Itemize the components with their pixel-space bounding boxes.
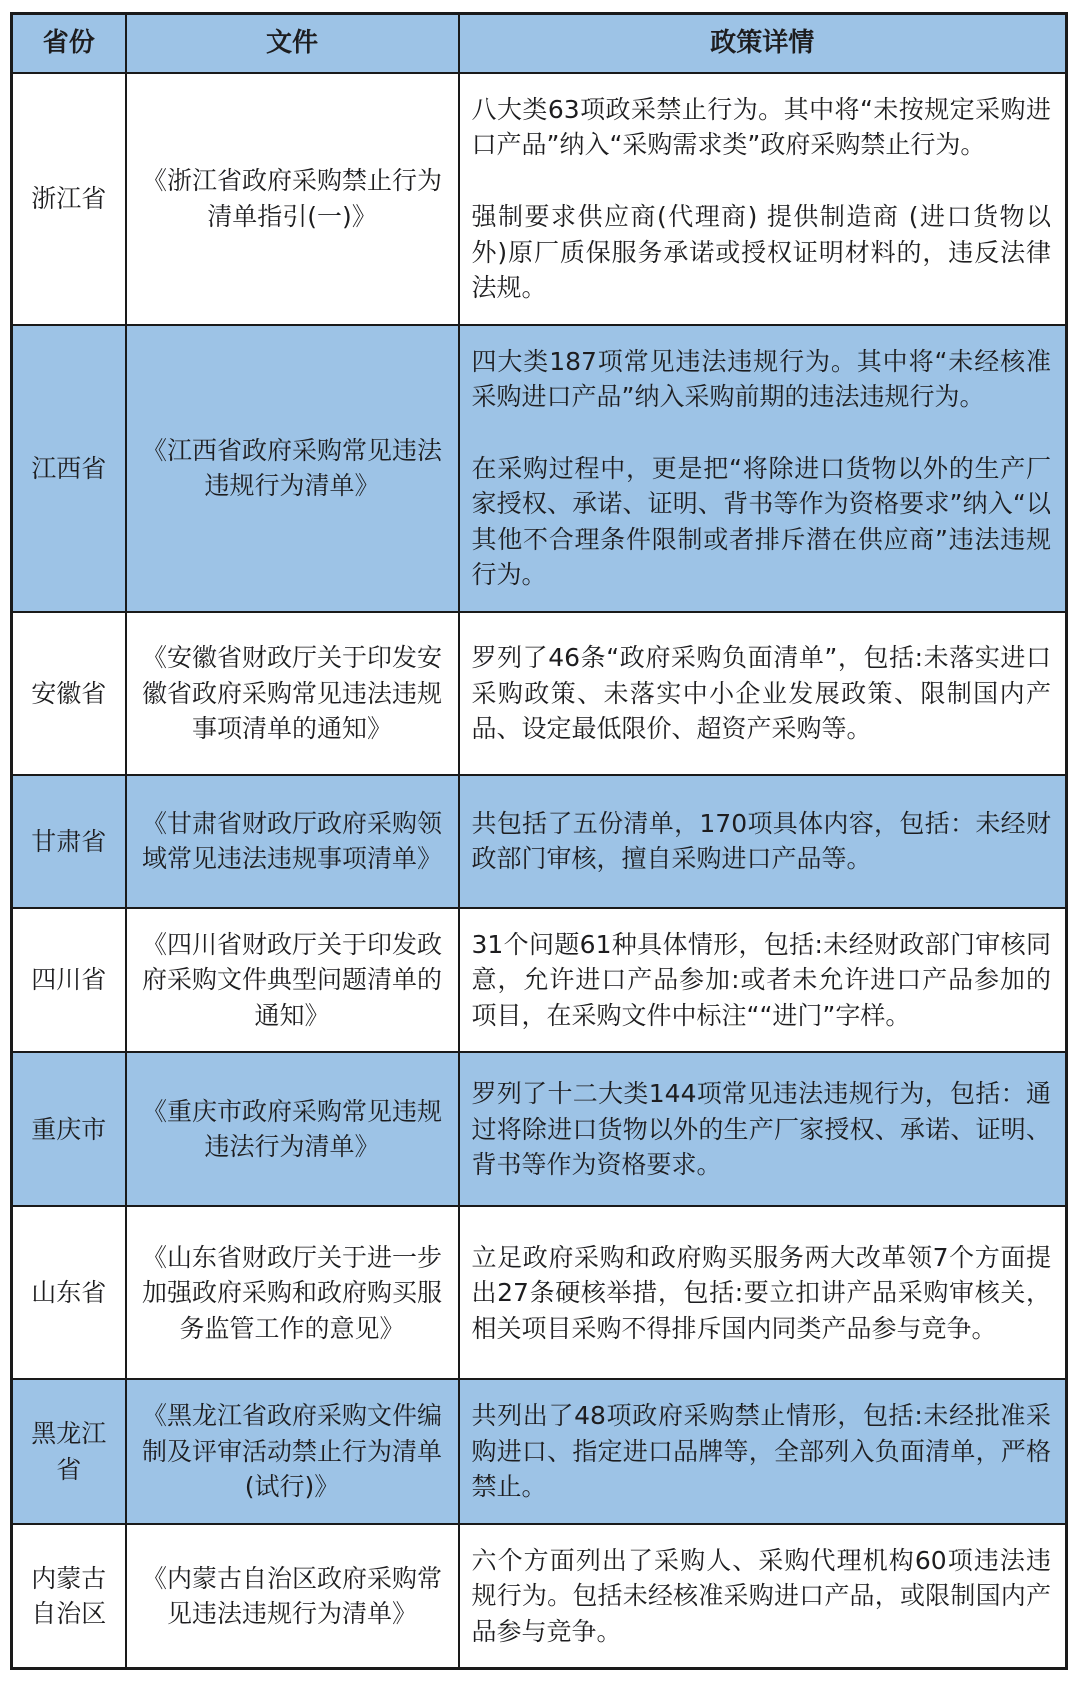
policy-details-cell — [459, 1379, 1067, 1524]
document-title-cell: 《重庆市政府采购常见违规违法行为清单》 — [126, 1052, 459, 1206]
policy-details-paragraph: 在采购过程中，更是把“将除进口货物以外的生产厂家授权、承诺、证明、背书等作为资格要求”纳入“以其他不合理条件限制或者排斥潜在供应商”违法违规行为。 — [471, 453, 1051, 590]
province-cell: 内蒙古自治区 — [12, 1524, 126, 1669]
province-cell: 浙江省 — [12, 73, 126, 325]
table-body — [12, 73, 1067, 1669]
header-row — [12, 14, 1067, 73]
document-title-cell: 《江西省政府采购常见违法违规行为清单》 — [126, 325, 459, 612]
policy-details-cell — [459, 908, 1067, 1053]
policy-details-cell — [459, 325, 1067, 612]
policy-details-paragraph: 罗列了46条“政府采购负面清单”，包括:未落实进口采购政策、未落实中小企业发展政策、限制国内产品、设定最低限价、超资产采购等。 — [471, 643, 1051, 744]
table-row — [12, 1524, 1067, 1669]
table-row — [12, 325, 1067, 612]
table-row — [12, 1052, 1067, 1206]
header-cell-document: 文件 — [126, 14, 459, 73]
table-row — [12, 612, 1067, 775]
table-row — [12, 1206, 1067, 1379]
document-title-cell: 《安徽省财政厅关于印发安徽省政府采购常见违法违规事项清单的通知》 — [126, 612, 459, 775]
province-cell: 安徽省 — [12, 612, 126, 775]
policy-details-paragraph: 31个问题61种具体情形，包括:未经财政部门审核同意，允许进口产品参加:或者未允许进口产品参加的项目，在采购文件中标注““进门”字样。 — [471, 929, 1051, 1030]
policy-details-cell — [459, 1206, 1067, 1379]
policy-details-paragraph: 立足政府采购和政府购买服务两大改革领7个方面提出27条硬核举措，包括:要立扣讲产品采购审核关，相关项目采购不得排斥国内同类产品参与竞争。 — [471, 1242, 1051, 1343]
policy-details-cell — [459, 1524, 1067, 1669]
table-row — [12, 1379, 1067, 1524]
policy-details-paragraph: 四大类187项常见违法违规行为。其中将“未经核准采购进口产品”纳入采购前期的违法违规行为。 — [471, 346, 1051, 412]
province-cell: 甘肃省 — [12, 775, 126, 908]
policy-details-paragraph: 八大类63项政采禁止行为。其中将“未按规定采购进口产品”纳入“采购需求类”政府采购禁止行为。 — [471, 94, 1051, 160]
policy-details-paragraph: 罗列了十二大类144项常见违法违规行为，包括：通过将除进口货物以外的生产厂家授权、承诺、证明、背书等作为资格要求。 — [471, 1079, 1051, 1180]
province-cell: 重庆市 — [12, 1052, 126, 1206]
document-title-cell: 《内蒙古自治区政府采购常见违法违规行为清单》 — [126, 1524, 459, 1669]
document-title-cell: 《山东省财政厅关于进一步加强政府采购和政府购买服务监管工作的意见》 — [126, 1206, 459, 1379]
province-cell: 黑龙江省 — [12, 1379, 126, 1524]
header-cell-province: 省份 — [12, 14, 126, 73]
policy-details-cell — [459, 73, 1067, 325]
policy-details-cell — [459, 612, 1067, 775]
table-row — [12, 73, 1067, 325]
province-cell: 四川省 — [12, 908, 126, 1053]
province-cell: 山东省 — [12, 1206, 126, 1379]
province-cell: 江西省 — [12, 325, 126, 612]
document-title-cell: 《四川省财政厅关于印发政府采购文件典型问题清单的通知》 — [126, 908, 459, 1053]
policy-details-cell — [459, 1052, 1067, 1206]
table-row — [12, 908, 1067, 1053]
document-title-cell: 《浙江省政府采购禁止行为清单指引(一)》 — [126, 73, 459, 325]
header-cell-details: 政策详情 — [459, 14, 1067, 73]
policy-details-cell — [459, 775, 1067, 908]
policy-table — [10, 12, 1068, 1670]
document-title-cell: 《黑龙江省政府采购文件编制及评审活动禁止行为清单(试行)》 — [126, 1379, 459, 1524]
table-row — [12, 775, 1067, 908]
policy-details-paragraph: 共包括了五份清单，170项具体内容，包括：未经财政部门审核，擅自采购进口产品等。 — [471, 808, 1051, 874]
policy-details-paragraph: 强制要求供应商(代理商) 提供制造商 (进口货物以外)原厂质保服务承诺或授权证明材料的，违反法律法规。 — [471, 202, 1051, 303]
document-title-cell: 《甘肃省财政厅政府采购领域常见违法违规事项清单》 — [126, 775, 459, 908]
policy-details-paragraph: 共列出了48项政府采购禁止情形，包括:未经批准采购进口、指定进口品牌等，全部列入负面清单，严格禁止。 — [471, 1401, 1051, 1502]
policy-details-paragraph: 六个方面列出了采购人、采购代理机构60项违法违规行为。包括未经核准采购进口产品，或限制国内产品参与竞争。 — [471, 1545, 1051, 1646]
